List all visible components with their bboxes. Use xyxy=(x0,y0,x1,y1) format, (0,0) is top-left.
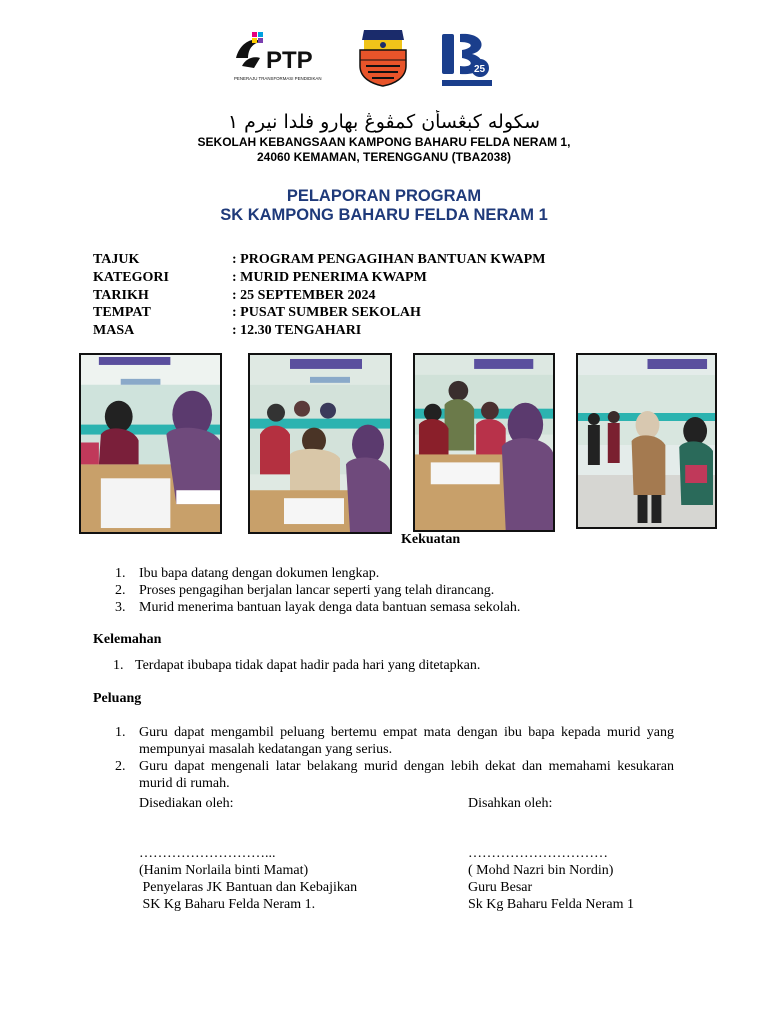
report-title-line-1: PELAPORAN PROGRAM xyxy=(286,187,482,205)
signature-org: Sk Kg Baharu Felda Neram 1 xyxy=(468,897,635,912)
list-item: 1. Guru dapat mengambil peluang bertemu empat mata dengan ibu bapa kepada murid yang mempunyai masalah kedatangan yang serius. xyxy=(115,725,674,757)
signature-role: Guru Besar xyxy=(468,880,533,895)
info-value: : 25 SEPTEMBER 2024 xyxy=(232,287,376,303)
signature-line: ………………………… xyxy=(468,846,608,861)
school-crest-logo xyxy=(356,26,410,88)
info-label: TARIKH xyxy=(93,287,149,303)
kelemahan-list xyxy=(113,657,695,674)
kelemahan-heading: Kelemahan xyxy=(93,632,162,647)
signature-name: (Hanim Norlaila binti Mamat) xyxy=(139,863,309,878)
info-label: TAJUK xyxy=(93,252,140,267)
list-number: 1. xyxy=(113,658,124,673)
school-address-line-1: SEKOLAH KEBANGSAAN KAMPONG BAHARU FELDA NERAM 1, xyxy=(197,135,571,149)
list-number: 2. xyxy=(115,759,126,774)
signature-role: Penyelaras JK Bantuan dan Kebajikan xyxy=(139,880,358,895)
program-photo-1 xyxy=(79,353,222,534)
school-name-jawi: سکوله کبڠسأن کمڤوڠ بهارو فلدا نيرم ١ xyxy=(227,111,541,133)
report-title xyxy=(100,187,668,225)
signature-caption: Disediakan oleh: xyxy=(139,796,234,811)
ptp-logo-text: PTP xyxy=(266,47,313,74)
program-photo-3 xyxy=(413,353,555,532)
school-address xyxy=(150,135,618,165)
list-number: 1. xyxy=(115,566,126,581)
report-title-line-2: SK KAMPONG BAHARU FELDA NERAM 1 xyxy=(220,206,548,224)
ptp-logo xyxy=(232,28,326,84)
list-item: 3. Murid menerima bantuan layak denga data bantuan semasa sekolah. xyxy=(115,600,521,615)
list-item: 1. Terdapat ibubapa tidak dapat hadir pada hari yang ditetapkan. xyxy=(113,658,481,673)
info-value: : PUSAT SUMBER SEKOLAH xyxy=(232,305,421,321)
school-address-line-2: 24060 KEMAMAN, TERENGGANU (TBA2038) xyxy=(256,150,512,164)
peluang-heading: Peluang xyxy=(93,691,142,706)
info-value: : 12.30 TENGAHARI xyxy=(232,323,362,339)
info-label: KATEGORI xyxy=(93,269,169,285)
anniversary-25-text: 25 xyxy=(474,64,486,75)
list-item: 1. Ibu bapa datang dengan dokumen lengkap. xyxy=(115,566,380,581)
info-label: MASA xyxy=(93,323,135,339)
anniversary-25-logo xyxy=(440,30,494,88)
list-number: 2. xyxy=(115,583,126,598)
signature-approved-by xyxy=(468,795,748,913)
signature-prepared-by xyxy=(139,795,439,913)
info-value: : MURID PENERIMA KWAPM xyxy=(232,269,427,285)
kekuatan-list xyxy=(115,565,699,616)
signature-caption: Disahkan oleh: xyxy=(468,796,553,811)
signature-line: ………………………... xyxy=(139,846,276,861)
program-photo-4 xyxy=(576,353,717,529)
signature-org: SK Kg Baharu Felda Neram 1. xyxy=(139,897,316,912)
list-number: 1. xyxy=(115,725,126,740)
info-value: : PROGRAM PENGAGIHAN BANTUAN KWAPM xyxy=(232,252,546,267)
peluang-list xyxy=(115,724,674,792)
program-photo-2 xyxy=(248,353,392,534)
list-item: 2. Guru dapat mengenali latar belakang murid dengan lebih dekat dan memahami kesukaran murid di rumah. xyxy=(115,759,674,791)
ptp-logo-caption: PENERAJU TRANSFORMASI PENDIDIKAN xyxy=(234,76,322,81)
signature-name: ( Mohd Nazri bin Nordin) xyxy=(468,863,614,878)
list-item: 2. Proses pengagihan berjalan lancar seperti yang telah dirancang. xyxy=(115,583,495,598)
info-label: TEMPAT xyxy=(93,305,151,321)
kekuatan-heading: Kekuatan xyxy=(401,532,461,547)
list-number: 3. xyxy=(115,600,126,615)
